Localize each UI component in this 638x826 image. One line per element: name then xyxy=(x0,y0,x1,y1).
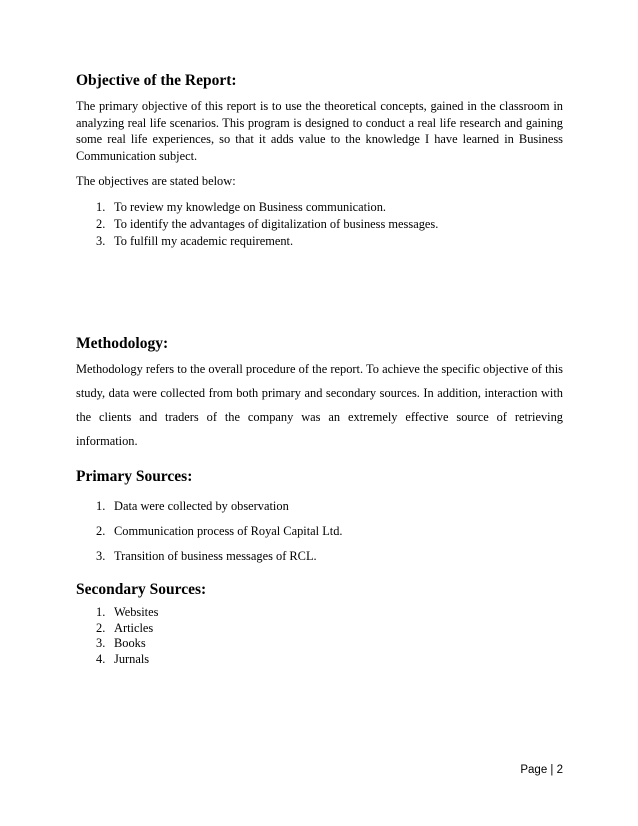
list-item-number: 1. xyxy=(96,200,106,215)
secondary-sources-heading: Secondary Sources: xyxy=(76,581,207,599)
methodology-paragraph: Methodology refers to the overall procedure of the report. To achieve the specific objective of this study, data were collected from both primary and secondary sources. In addition, interaction with the clients and traders of the company was an extremely effective source of retrieving information. xyxy=(76,362,563,449)
list-item-text: Websites xyxy=(114,605,159,620)
list-item-text: Articles xyxy=(114,620,154,635)
list-item-number: 2. xyxy=(96,217,106,232)
secondary-sources-section xyxy=(76,579,563,667)
list-item-number: 3. xyxy=(96,636,106,651)
list-item-text: To review my knowledge on Business communication. xyxy=(114,200,387,215)
methodology-heading: Methodology: xyxy=(76,335,169,353)
primary-sources-heading: Primary Sources: xyxy=(76,468,193,486)
primary-sources-list xyxy=(76,494,563,568)
list-item-number: 2. xyxy=(96,524,106,539)
list-item-number: 4. xyxy=(96,652,106,667)
objective-paragraph: The primary objective of this report is to use the theoretical concepts, gained in the classroom in analyzing real life scenarios. This program is designed to conduct a real life research and gaining some real life experiences, so that it adds value to the knowledge I have learned in Business Communication subject. xyxy=(76,99,563,163)
list-item xyxy=(76,544,563,569)
list-item-text: Transition of business messages of RCL. xyxy=(114,548,317,563)
objectives-intro: The objectives are stated below: xyxy=(76,174,236,189)
list-item-number: 3. xyxy=(96,233,106,248)
list-item-text: Data were collected by observation xyxy=(114,499,289,514)
list-item xyxy=(76,621,563,637)
list-item xyxy=(76,216,563,233)
objective-section xyxy=(76,70,563,249)
list-item xyxy=(76,519,563,544)
list-item-number: 1. xyxy=(96,499,106,514)
secondary-sources-list xyxy=(76,605,563,667)
list-item xyxy=(76,652,563,668)
list-item xyxy=(76,494,563,519)
list-item-text: Jurnals xyxy=(114,652,150,667)
objectives-list xyxy=(76,199,563,249)
list-item xyxy=(76,199,563,216)
page-content xyxy=(76,70,563,668)
objective-heading: Objective of the Report: xyxy=(76,72,237,89)
list-item-text: Books xyxy=(114,636,146,651)
list-item-text: To fulfill my academic requirement. xyxy=(114,233,294,248)
list-item-number: 1. xyxy=(96,605,106,620)
list-item-text: To identify the advantages of digitalization of business messages. xyxy=(114,217,439,232)
list-item-number: 3. xyxy=(96,548,106,563)
list-item xyxy=(76,605,563,621)
list-item-text: Communication process of Royal Capital Ltd. xyxy=(114,524,343,539)
page-number-footer: Page | 2 xyxy=(520,764,563,776)
list-item-number: 2. xyxy=(96,620,106,635)
primary-sources-section xyxy=(76,466,563,568)
list-item xyxy=(76,233,563,250)
methodology-section xyxy=(76,333,563,453)
list-item xyxy=(76,636,563,652)
